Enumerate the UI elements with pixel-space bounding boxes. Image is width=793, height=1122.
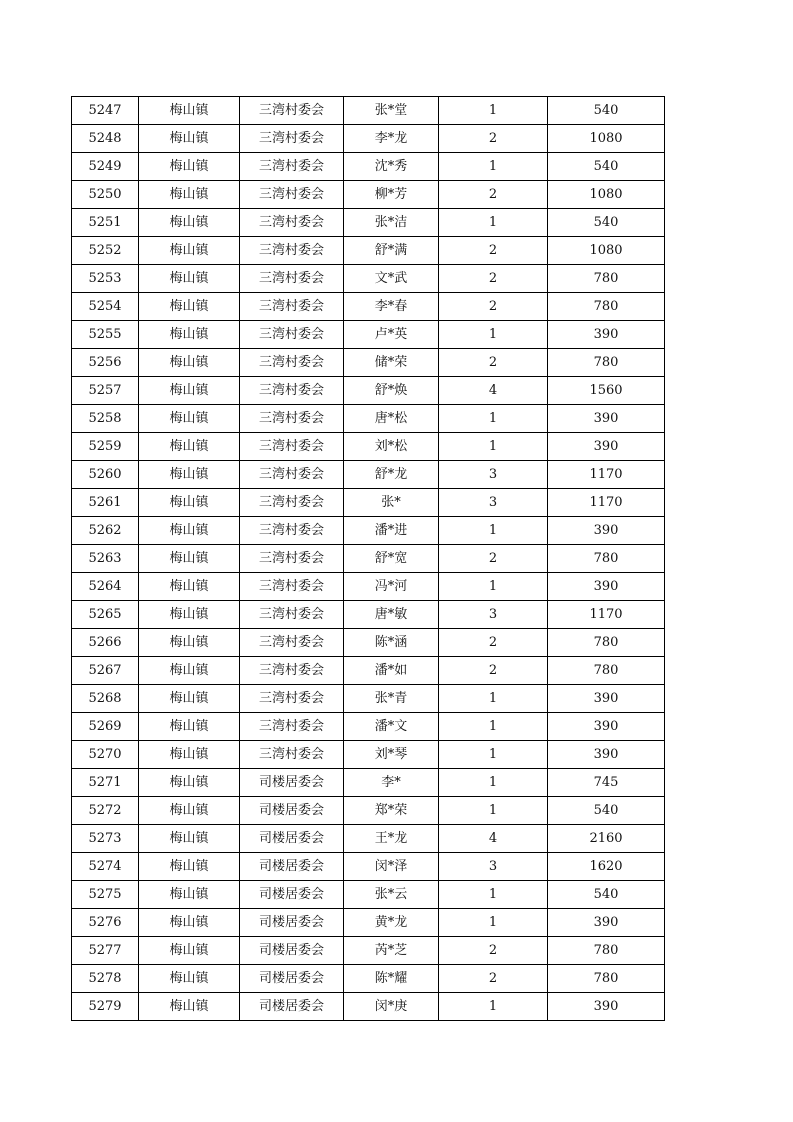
town-cell: 梅山镇 [139,937,240,965]
table-row [72,713,665,741]
name-cell: 卢*英 [344,321,439,349]
amount-cell: 1170 [548,489,665,517]
town-cell: 梅山镇 [139,601,240,629]
row-number-cell: 5247 [72,97,139,125]
name-cell: 潘*进 [344,517,439,545]
town-cell: 梅山镇 [139,181,240,209]
name-cell: 柳*芳 [344,181,439,209]
household-count-cell: 1 [439,769,548,797]
household-count-cell: 1 [439,209,548,237]
table-row [72,489,665,517]
village-committee-cell: 三湾村委会 [240,153,344,181]
village-committee-cell: 司楼居委会 [240,825,344,853]
table-row [72,825,665,853]
village-committee-cell: 三湾村委会 [240,713,344,741]
town-cell: 梅山镇 [139,349,240,377]
amount-cell: 390 [548,321,665,349]
table-row [72,405,665,433]
amount-cell: 390 [548,517,665,545]
household-count-cell: 1 [439,405,548,433]
town-cell: 梅山镇 [139,881,240,909]
town-cell: 梅山镇 [139,685,240,713]
subsidy-table [71,96,665,1021]
name-cell: 舒*焕 [344,377,439,405]
household-count-cell: 2 [439,937,548,965]
amount-cell: 390 [548,433,665,461]
table-row [72,573,665,601]
household-count-cell: 1 [439,909,548,937]
village-committee-cell: 三湾村委会 [240,685,344,713]
amount-cell: 780 [548,545,665,573]
amount-cell: 745 [548,769,665,797]
table-row [72,601,665,629]
village-committee-cell: 三湾村委会 [240,377,344,405]
table-row [72,181,665,209]
row-number-cell: 5277 [72,937,139,965]
name-cell: 唐*松 [344,405,439,433]
amount-cell: 390 [548,713,665,741]
name-cell: 储*荣 [344,349,439,377]
village-committee-cell: 三湾村委会 [240,489,344,517]
town-cell: 梅山镇 [139,125,240,153]
row-number-cell: 5248 [72,125,139,153]
name-cell: 刘*琴 [344,741,439,769]
amount-cell: 540 [548,97,665,125]
town-cell: 梅山镇 [139,97,240,125]
name-cell: 闵*庚 [344,993,439,1021]
village-committee-cell: 司楼居委会 [240,881,344,909]
row-number-cell: 5256 [72,349,139,377]
row-number-cell: 5273 [72,825,139,853]
amount-cell: 780 [548,629,665,657]
household-count-cell: 3 [439,489,548,517]
town-cell: 梅山镇 [139,741,240,769]
village-committee-cell: 三湾村委会 [240,349,344,377]
name-cell: 刘*松 [344,433,439,461]
name-cell: 张* [344,489,439,517]
household-count-cell: 2 [439,657,548,685]
amount-cell: 780 [548,293,665,321]
row-number-cell: 5274 [72,853,139,881]
row-number-cell: 5254 [72,293,139,321]
household-count-cell: 3 [439,461,548,489]
amount-cell: 780 [548,349,665,377]
household-count-cell: 3 [439,853,548,881]
table-row [72,377,665,405]
household-count-cell: 1 [439,685,548,713]
table-row [72,153,665,181]
village-committee-cell: 三湾村委会 [240,601,344,629]
town-cell: 梅山镇 [139,909,240,937]
town-cell: 梅山镇 [139,433,240,461]
village-committee-cell: 三湾村委会 [240,181,344,209]
row-number-cell: 5255 [72,321,139,349]
name-cell: 张*堂 [344,97,439,125]
table-row [72,265,665,293]
household-count-cell: 1 [439,97,548,125]
table-row [72,741,665,769]
table-row [72,629,665,657]
town-cell: 梅山镇 [139,545,240,573]
village-committee-cell: 三湾村委会 [240,629,344,657]
table-row [72,349,665,377]
town-cell: 梅山镇 [139,993,240,1021]
household-count-cell: 2 [439,125,548,153]
village-committee-cell: 司楼居委会 [240,965,344,993]
village-committee-cell: 三湾村委会 [240,209,344,237]
amount-cell: 1170 [548,601,665,629]
table-row [72,685,665,713]
table-row [72,97,665,125]
village-committee-cell: 三湾村委会 [240,657,344,685]
amount-cell: 2160 [548,825,665,853]
row-number-cell: 5267 [72,657,139,685]
table-row [72,125,665,153]
table-row [72,769,665,797]
village-committee-cell: 三湾村委会 [240,517,344,545]
table-row [72,937,665,965]
row-number-cell: 5279 [72,993,139,1021]
name-cell: 李*春 [344,293,439,321]
household-count-cell: 1 [439,993,548,1021]
household-count-cell: 1 [439,741,548,769]
town-cell: 梅山镇 [139,573,240,601]
amount-cell: 540 [548,797,665,825]
row-number-cell: 5269 [72,713,139,741]
household-count-cell: 1 [439,321,548,349]
amount-cell: 780 [548,265,665,293]
table-row [72,293,665,321]
village-committee-cell: 司楼居委会 [240,853,344,881]
amount-cell: 390 [548,405,665,433]
town-cell: 梅山镇 [139,517,240,545]
amount-cell: 390 [548,909,665,937]
row-number-cell: 5272 [72,797,139,825]
village-committee-cell: 三湾村委会 [240,237,344,265]
name-cell: 舒*满 [344,237,439,265]
town-cell: 梅山镇 [139,209,240,237]
name-cell: 王*龙 [344,825,439,853]
row-number-cell: 5265 [72,601,139,629]
table-body [72,97,665,1021]
amount-cell: 780 [548,657,665,685]
table-row [72,881,665,909]
town-cell: 梅山镇 [139,265,240,293]
town-cell: 梅山镇 [139,489,240,517]
name-cell: 陈*涵 [344,629,439,657]
village-committee-cell: 司楼居委会 [240,993,344,1021]
amount-cell: 540 [548,153,665,181]
amount-cell: 1170 [548,461,665,489]
town-cell: 梅山镇 [139,853,240,881]
row-number-cell: 5252 [72,237,139,265]
amount-cell: 390 [548,573,665,601]
table-row [72,433,665,461]
table-row [72,909,665,937]
village-committee-cell: 司楼居委会 [240,769,344,797]
row-number-cell: 5262 [72,517,139,545]
row-number-cell: 5259 [72,433,139,461]
row-number-cell: 5276 [72,909,139,937]
name-cell: 舒*宽 [344,545,439,573]
table-row [72,209,665,237]
amount-cell: 390 [548,741,665,769]
household-count-cell: 3 [439,601,548,629]
village-committee-cell: 三湾村委会 [240,125,344,153]
household-count-cell: 2 [439,265,548,293]
name-cell: 潘*文 [344,713,439,741]
household-count-cell: 1 [439,153,548,181]
village-committee-cell: 三湾村委会 [240,293,344,321]
household-count-cell: 2 [439,349,548,377]
town-cell: 梅山镇 [139,797,240,825]
name-cell: 闵*泽 [344,853,439,881]
village-committee-cell: 司楼居委会 [240,909,344,937]
amount-cell: 1080 [548,125,665,153]
amount-cell: 390 [548,993,665,1021]
table-row [72,517,665,545]
household-count-cell: 1 [439,797,548,825]
household-count-cell: 4 [439,377,548,405]
village-committee-cell: 三湾村委会 [240,573,344,601]
row-number-cell: 5258 [72,405,139,433]
row-number-cell: 5268 [72,685,139,713]
town-cell: 梅山镇 [139,377,240,405]
table-row [72,657,665,685]
village-committee-cell: 三湾村委会 [240,97,344,125]
amount-cell: 1080 [548,181,665,209]
town-cell: 梅山镇 [139,321,240,349]
town-cell: 梅山镇 [139,629,240,657]
name-cell: 张*洁 [344,209,439,237]
name-cell: 唐*敏 [344,601,439,629]
row-number-cell: 5278 [72,965,139,993]
row-number-cell: 5251 [72,209,139,237]
household-count-cell: 2 [439,237,548,265]
name-cell: 郑*荣 [344,797,439,825]
town-cell: 梅山镇 [139,965,240,993]
name-cell: 李*龙 [344,125,439,153]
household-count-cell: 1 [439,517,548,545]
amount-cell: 1620 [548,853,665,881]
row-number-cell: 5261 [72,489,139,517]
name-cell: 张*云 [344,881,439,909]
village-committee-cell: 司楼居委会 [240,797,344,825]
amount-cell: 1080 [548,237,665,265]
household-count-cell: 1 [439,433,548,461]
household-count-cell: 1 [439,713,548,741]
village-committee-cell: 司楼居委会 [240,937,344,965]
table-row [72,993,665,1021]
row-number-cell: 5266 [72,629,139,657]
row-number-cell: 5249 [72,153,139,181]
table-row [72,237,665,265]
name-cell: 文*武 [344,265,439,293]
name-cell: 舒*龙 [344,461,439,489]
amount-cell: 780 [548,965,665,993]
table-row [72,965,665,993]
household-count-cell: 2 [439,629,548,657]
amount-cell: 540 [548,209,665,237]
village-committee-cell: 三湾村委会 [240,741,344,769]
amount-cell: 1560 [548,377,665,405]
row-number-cell: 5275 [72,881,139,909]
row-number-cell: 5253 [72,265,139,293]
table-row [72,461,665,489]
row-number-cell: 5270 [72,741,139,769]
town-cell: 梅山镇 [139,293,240,321]
row-number-cell: 5250 [72,181,139,209]
household-count-cell: 1 [439,573,548,601]
village-committee-cell: 三湾村委会 [240,405,344,433]
amount-cell: 390 [548,685,665,713]
name-cell: 芮*芝 [344,937,439,965]
table-row [72,321,665,349]
name-cell: 张*青 [344,685,439,713]
town-cell: 梅山镇 [139,405,240,433]
table-row [72,545,665,573]
town-cell: 梅山镇 [139,153,240,181]
name-cell: 潘*如 [344,657,439,685]
name-cell: 沈*秀 [344,153,439,181]
village-committee-cell: 三湾村委会 [240,265,344,293]
household-count-cell: 2 [439,965,548,993]
row-number-cell: 5271 [72,769,139,797]
town-cell: 梅山镇 [139,461,240,489]
town-cell: 梅山镇 [139,237,240,265]
name-cell: 李* [344,769,439,797]
amount-cell: 780 [548,937,665,965]
row-number-cell: 5260 [72,461,139,489]
name-cell: 冯*河 [344,573,439,601]
town-cell: 梅山镇 [139,713,240,741]
household-count-cell: 2 [439,545,548,573]
name-cell: 黄*龙 [344,909,439,937]
town-cell: 梅山镇 [139,657,240,685]
village-committee-cell: 三湾村委会 [240,321,344,349]
village-committee-cell: 三湾村委会 [240,545,344,573]
table-row [72,853,665,881]
row-number-cell: 5257 [72,377,139,405]
household-count-cell: 1 [439,881,548,909]
household-count-cell: 2 [439,293,548,321]
village-committee-cell: 三湾村委会 [240,461,344,489]
table-row [72,797,665,825]
amount-cell: 540 [548,881,665,909]
household-count-cell: 4 [439,825,548,853]
village-committee-cell: 三湾村委会 [240,433,344,461]
row-number-cell: 5264 [72,573,139,601]
row-number-cell: 5263 [72,545,139,573]
town-cell: 梅山镇 [139,825,240,853]
household-count-cell: 2 [439,181,548,209]
name-cell: 陈*耀 [344,965,439,993]
town-cell: 梅山镇 [139,769,240,797]
